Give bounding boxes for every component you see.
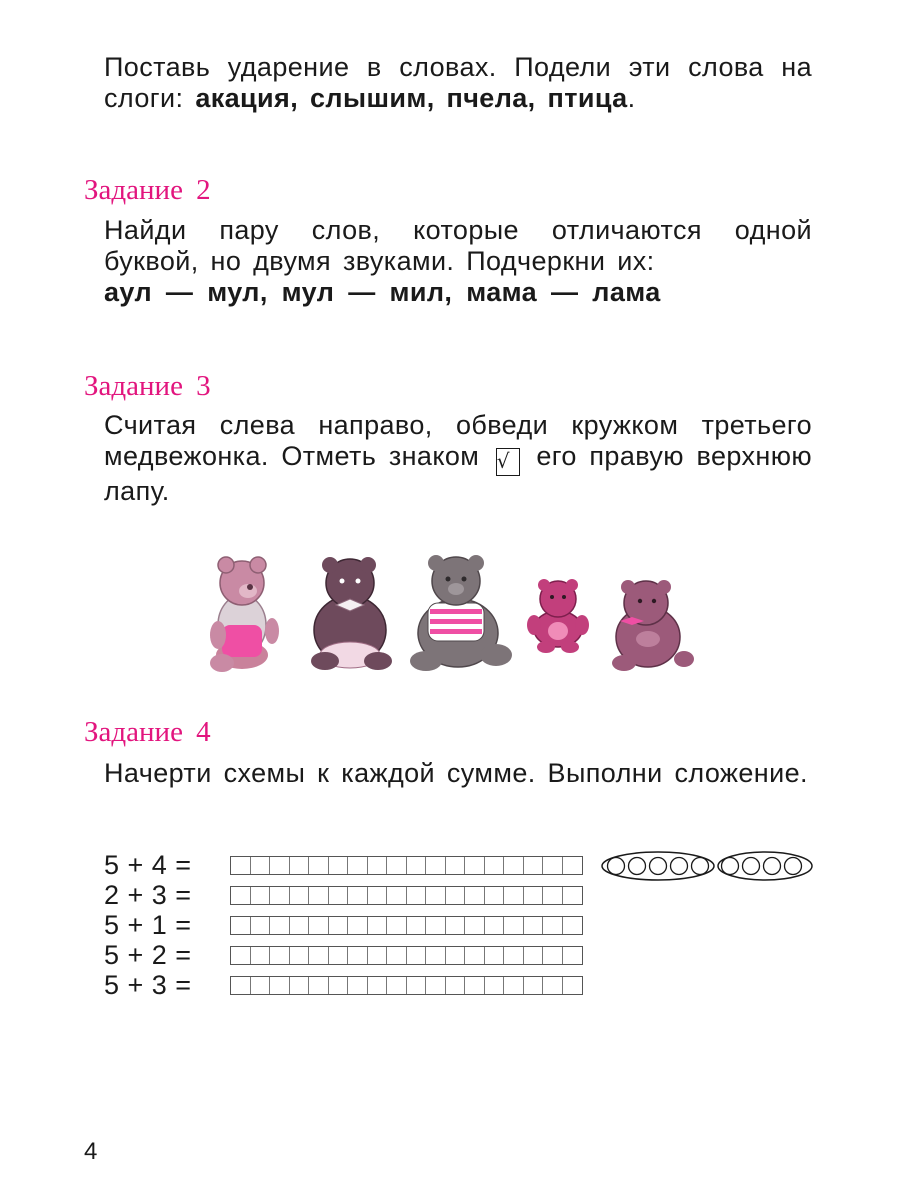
task2-heading: Задание 2 bbox=[84, 174, 211, 206]
sum-expression: 5 + 3 = bbox=[104, 970, 192, 1000]
task1-instruction bbox=[104, 52, 812, 114]
checkmark-icon: √ bbox=[496, 448, 520, 476]
task1-words: акация, слышим, пчела, птица bbox=[195, 83, 628, 113]
answer-grid[interactable] bbox=[230, 946, 583, 965]
addition-scheme-example bbox=[600, 848, 816, 884]
sum-row bbox=[104, 882, 583, 908]
answer-grid[interactable] bbox=[230, 856, 583, 875]
task1-end: . bbox=[627, 83, 636, 113]
task3-text-before: Считая слева направо, обведи кружком третьего медвежонка. Отметь знаком bbox=[104, 410, 812, 471]
task2-instruction: Найди пару слов, которые отличаются одной буквой, но двумя звуками. Подчеркни их: bbox=[104, 215, 812, 276]
sum-row bbox=[104, 852, 583, 878]
task4-heading: Задание 4 bbox=[84, 716, 211, 748]
answer-grid[interactable] bbox=[230, 916, 583, 935]
sum-expression: 5 + 1 = bbox=[104, 910, 192, 940]
bear-4[interactable] bbox=[527, 579, 589, 653]
answer-grid[interactable] bbox=[230, 886, 583, 905]
sum-expression: 5 + 2 = bbox=[104, 940, 192, 970]
task3-heading: Задание 3 bbox=[84, 370, 211, 402]
group-oval-5 bbox=[602, 852, 714, 880]
page-number: 4 bbox=[84, 1138, 98, 1165]
task4-instruction: Начерти схемы к каждой сумме. Выполни сложение. bbox=[104, 758, 808, 788]
group-oval-4 bbox=[718, 852, 812, 880]
sum-expression: 2 + 3 = bbox=[104, 880, 192, 910]
task2-word-pairs: аул — мул, мул — мил, мама — лама bbox=[104, 277, 661, 307]
task3-text-after: его правую верхнюю лапу. bbox=[104, 441, 812, 506]
sum-row bbox=[104, 942, 583, 968]
answer-grid[interactable] bbox=[230, 976, 583, 995]
bear-2[interactable] bbox=[311, 557, 392, 670]
sum-row bbox=[104, 972, 583, 998]
bear-3[interactable] bbox=[410, 555, 512, 671]
task3-instruction bbox=[104, 410, 812, 507]
sum-row bbox=[104, 912, 583, 938]
bear-1[interactable] bbox=[210, 557, 279, 672]
sum-expression: 5 + 4 = bbox=[104, 850, 192, 880]
task1-text: Поставь ударение в словах. Подели эти слова на слоги: bbox=[104, 52, 812, 113]
scheme-circles bbox=[608, 858, 802, 875]
teddy-bears-illustration bbox=[200, 555, 700, 680]
bear-5[interactable] bbox=[612, 580, 694, 671]
